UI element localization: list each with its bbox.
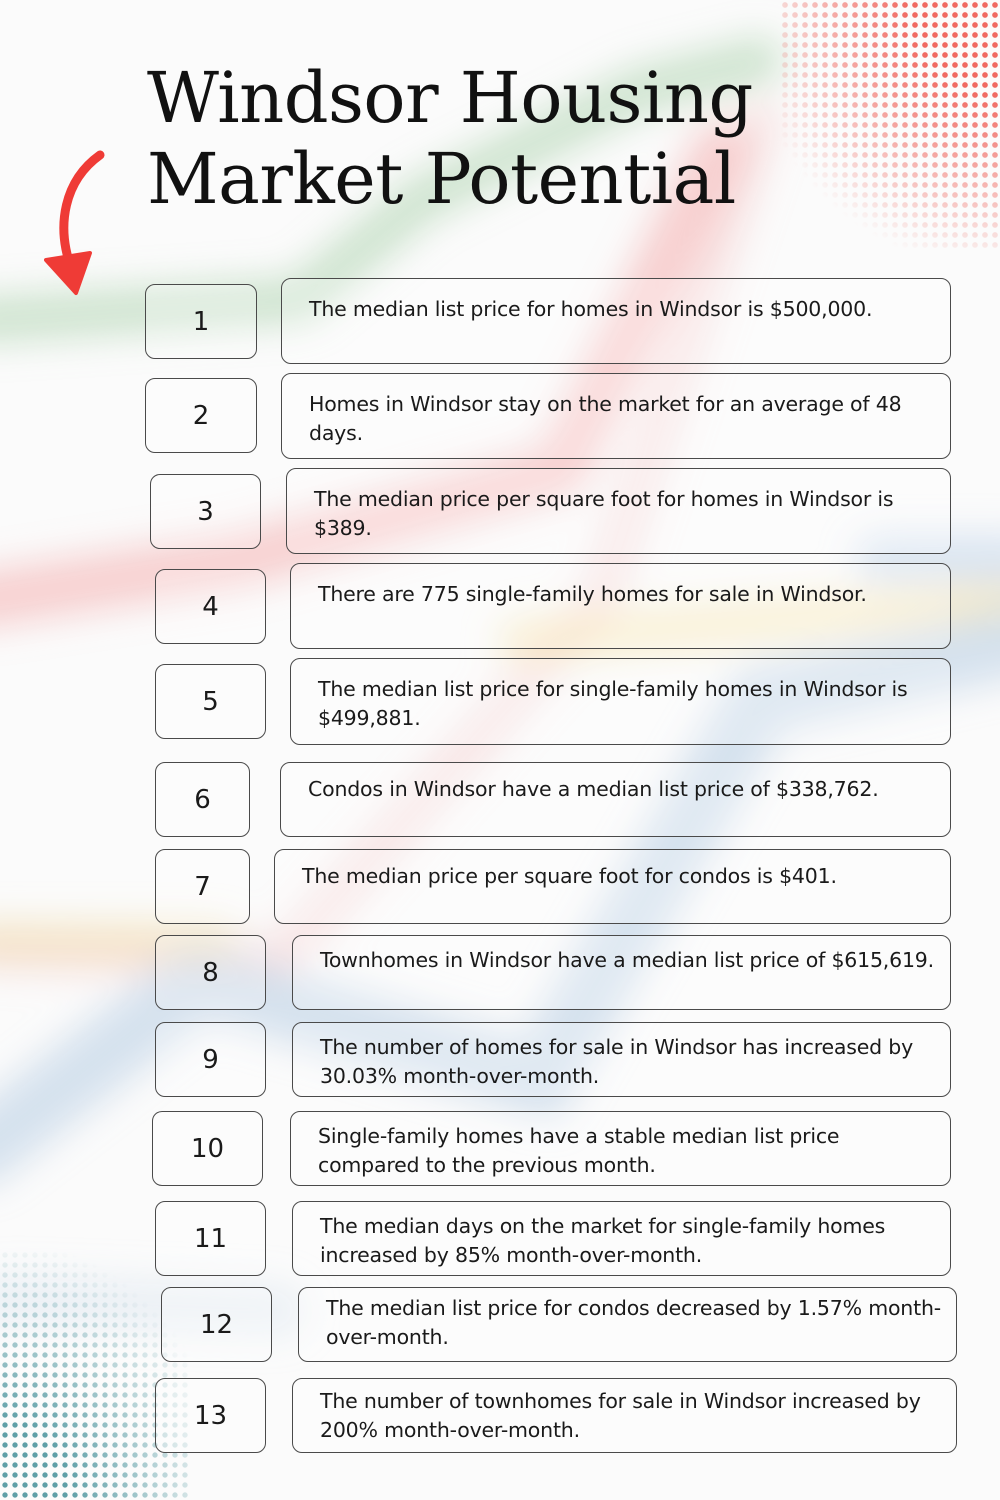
fact-text-8: Townhomes in Windsor have a median list price of $615,619. (292, 935, 951, 1010)
fact-number-6: 6 (155, 762, 250, 837)
fact-text-4: There are 775 single-family homes for sale in Windsor. (290, 563, 951, 649)
fact-text-11: The median days on the market for single-family homes increased by 85% month-over-month. (292, 1201, 951, 1276)
fact-text-10: Single-family homes have a stable median list price compared to the previous month. (290, 1111, 951, 1186)
fact-number-2: 2 (145, 378, 257, 453)
fact-text-1: The median list price for homes in Windsor is $500,000. (281, 278, 951, 364)
curved-arrow-down-icon (30, 145, 120, 305)
fact-number-7: 7 (155, 849, 250, 924)
fact-text-6: Condos in Windsor have a median list price of $338,762. (280, 762, 951, 837)
halftone-dots-bottom-left (0, 1250, 190, 1500)
fact-text-12: The median list price for condos decreased by 1.57% month-over-month. (298, 1287, 957, 1362)
fact-text-9: The number of homes for sale in Windsor has increased by 30.03% month-over-month. (292, 1022, 951, 1097)
fact-text-7: The median price per square foot for condos is $401. (274, 849, 951, 924)
halftone-dots-top-right (780, 0, 1000, 250)
fact-text-5: The median list price for single-family homes in Windsor is $499,881. (290, 658, 951, 745)
fact-number-1: 1 (145, 284, 257, 359)
page-title (147, 58, 753, 220)
title-line-2: Market Potential (147, 138, 736, 220)
fact-number-3: 3 (150, 474, 261, 549)
fact-number-10: 10 (152, 1111, 263, 1186)
fact-number-11: 11 (155, 1201, 266, 1276)
title-line-1: Windsor Housing (147, 57, 753, 139)
fact-number-13: 13 (155, 1378, 266, 1453)
fact-number-12: 12 (161, 1287, 272, 1362)
fact-number-8: 8 (155, 935, 266, 1010)
fact-text-13: The number of townhomes for sale in Windsor increased by 200% month-over-month. (292, 1378, 957, 1453)
fact-text-3: The median price per square foot for homes in Windsor is $389. (286, 468, 951, 554)
fact-text-2: Homes in Windsor stay on the market for an average of 48 days. (281, 373, 951, 459)
fact-number-9: 9 (155, 1022, 266, 1097)
fact-number-4: 4 (155, 569, 266, 644)
fact-number-5: 5 (155, 664, 266, 739)
